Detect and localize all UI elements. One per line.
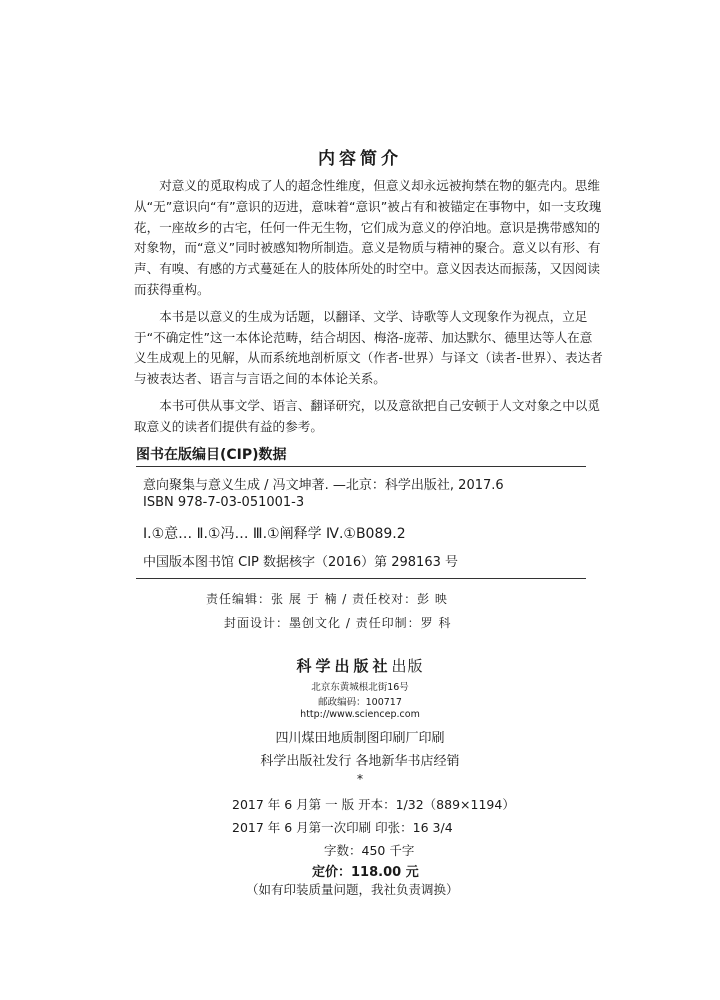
publisher-suffix: 出版 [391,657,424,675]
cip-title-line: 意向聚集与意义生成 / 冯文坤著. —北京：科学出版社, 2017.6 [143,478,504,493]
printer: 四川煤田地质制图印刷厂印刷 [275,731,445,746]
separator-star: * [356,771,364,786]
intro-paragraph: 对意义的觅取构成了人的超念性维度，但意义却永远被拘禁在物的躯壳内。思维从“无”意识向“有”意识的迈进，意味着“意识”被占有和被锚定在事物中，如一支玫瑰花，一座故乡的古宅，任何一件无生物，它们成为意义的停泊地。意识是携带感知的对象物，而“意义”同时被感知物所制造。意义是物质与精神的聚合。意义以有形、有声、有嗅、有感的方式蔓延在人的肢体所处的时空中。意义因表达而振荡，又因阅读而获得重构。 [134,178,602,297]
cip-record-number: 中国版本图书馆 CIP 数据核字（2016）第 298163 号 [143,555,458,570]
impression-info: 2017 年 6 月第一次印刷 印张：16 3/4 [232,820,453,835]
cip-isbn: ISBN 978-7-03-051001-3 [143,495,305,510]
distribution: 科学出版社发行 各地新华书店经销 [260,754,460,769]
cip-bottom-rule [136,578,586,579]
edition-info: 2017 年 6 月第 一 版 开本：1/32（889×1194） [232,797,515,812]
publisher-address: 北京东黄城根北街16号 [311,682,409,693]
price: 定价：118.00 元 [312,865,419,880]
word-count: 字数：450 千字 [324,843,415,858]
intro-paragraph: 本书是以意义的生成为话题，以翻译、文学、诗歌等人文现象作为视点，立足于“不确定性”这一本体论范畴，结合胡因、梅洛-庞蒂、加达默尔、德里达等人在意义生成观上的见解，从而系统地剖析原文（作者-世界）与译文（读者-世界）、表达者与被表达者、语言与言语之间的本体论关系。 [134,308,603,387]
cip-classification: Ⅰ.①意… Ⅱ.①冯… Ⅲ.①阐释学 Ⅳ.①B089.2 [143,526,406,542]
intro-paragraph: 本书可供从事文学、语言、翻译研究，以及意欲把自己安顿于人文对象之中以觅取意义的读者们提供有益的参考。 [134,397,600,434]
intro-body [134,176,604,438]
publisher-line [0,655,720,676]
design-credits: 封面设计：墨创文化 / 责任印制：罗 科 [224,616,452,630]
intro-title: 内容简介 [318,149,402,169]
cip-header: 图书在版编目(CIP)数据 [136,447,287,463]
publisher-url: http://www.sciencep.com [300,709,420,720]
cip-top-rule [136,466,586,467]
publisher-postcode: 邮政编码：100717 [318,697,402,708]
editor-credits: 责任编辑：张 展 于 楠 / 责任校对：彭 映 [206,592,448,606]
quality-note: （如有印装质量问题，我社负责调换） [246,882,459,897]
publisher-logo: 科学出版社 [296,657,392,675]
